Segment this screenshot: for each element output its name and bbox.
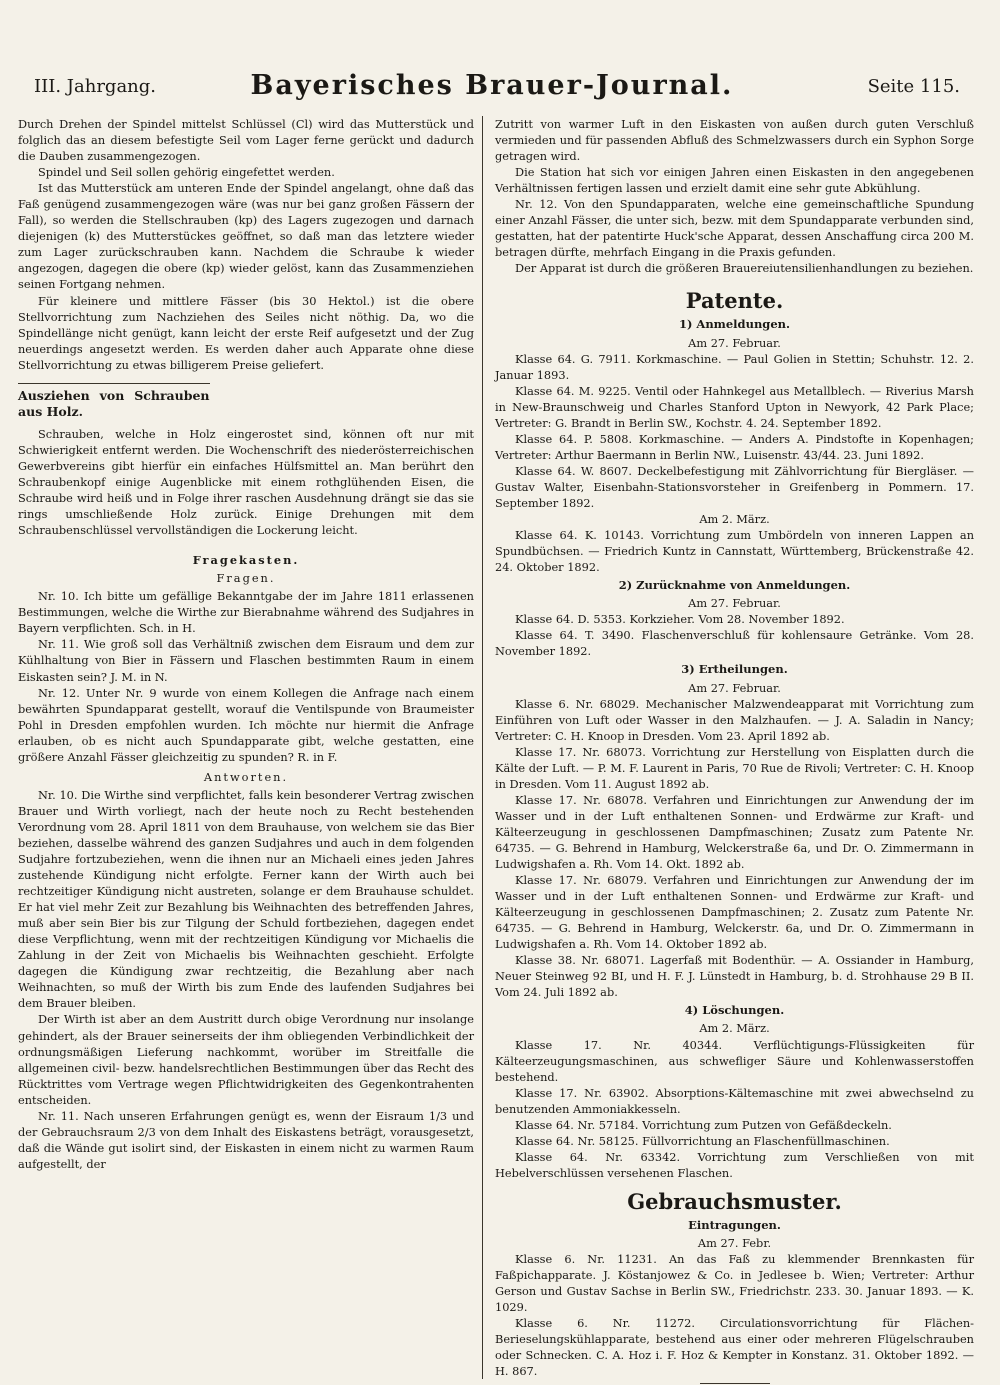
date-line: Am 27. Februar. [688, 335, 781, 350]
paragraph: Der Apparat ist durch die größeren Brauereiutensilienhandlungen zu beziehen. [515, 261, 974, 276]
answer-item: Der Wirth ist aber an dem Austritt durch obige Verordnung nur insolange gehindert, als der Brauer seinerseits der ihm obliegenden Verbindlichkeit der ordnungsmäßigen Lieferung nachkommt, worüber im Streitfalle die allgemeinen civil- bezw. handelsrechtlichen Bestimmungen über das Recht des Rücktrittes vom Vertrage wegen Pflichtwidrigkeiten des Gegenkontrahenten entscheiden. [18, 1012, 474, 1107]
section-heading: Gebrauchsmuster. [627, 1188, 842, 1214]
text-columns [18, 116, 974, 1379]
subheading: 3) Ertheilungen. [681, 662, 788, 677]
patent-entry: Klasse 64. P. 5808. Korkmaschine. — Anders A. Pindstofte in Kopenhagen; Vertreter: Arthur Baermann in Berlin NW., Luisenstr. 43/44. 23. Juni 1892. [495, 431, 974, 462]
paragraph: Nr. 12. Von den Spundapparaten, welche eine gemeinschaftliche Spundung einer Anzahl Fässer, die unter sich, bezw. mit dem Spundapparate verbunden sind, gestatten, hat der patentirte Huck'sche Apparat, dessen Anschaffung circa 200 M. betragen dürfte, mehrfach Eingang in die Praxis gefunden. [495, 197, 974, 260]
paragraph: Zutritt von warmer Luft in den Eiskasten von außen durch guten Verschluß vermieden und für passenden Abfluß des Schmelzwassers durch ein Syphon Sorge getragen wird. [495, 117, 974, 164]
page-number: Seite 115. [867, 76, 960, 97]
patent-entry: Klasse 17. Nr. 63902. Absorptions-Kältemaschine mit zwei abwechselnd zu benutzenden Ammoniakkesseln. [495, 1085, 974, 1116]
patent-entry: Klasse 64. M. 9225. Ventil oder Hahnkegel aus Metallblech. — Riverius Marsh in New-Braunschweig und Charles Stanford Upton in Newyork, 42 Park Place; Vertreter: G. Brandt in Berlin SW., Kochstr. 4. 24. September 1892. [495, 383, 974, 430]
left-column [18, 116, 482, 1379]
paragraph: Die Station hat sich vor einigen Jahren einen Eiskasten in den angegebenen Verhältnissen fertigen lassen und erzielt damit eine sehr gute Abkühlung. [495, 165, 974, 196]
patent-entry: Klasse 17. Nr. 68073. Vorrichtung zur Herstellung von Eisplatten durch die Kälte der Luft. — P. M. F. Laurent in Paris, 70 Rue de Rivoli; Vertreter: C. H. Knoop in Dresden. Vom 11. August 1892 ab. [495, 744, 974, 791]
section-heading: Patente. [685, 288, 784, 314]
volume-label: III. Jahrgang. [34, 76, 157, 97]
paragraph: Spindel und Seil sollen gehörig eingefettet werden. [38, 165, 335, 180]
patent-entry: Klasse 17. Nr. 68079. Verfahren und Einrichtungen zur Anwendung der im Wasser und in der Luft enthaltenen Sonnen- und Erdwärme zur Kraft- und Kälteerzeugung in geschlossenen Dampfmaschinen; 2. Zusatz zum Patente Nr. 64735. — G. Behrend in Hamburg, Welckerstr. 6a, und Dr. O. Zimmermann in Ludwigshafen a. Rh. Vom 14. Oktober 1892 ab. [495, 873, 974, 952]
journal-title: Bayerisches Brauer-Journal. [250, 70, 734, 101]
date-line: Am 2. März. [699, 512, 770, 527]
question-item: Nr. 12. Unter Nr. 9 wurde von einem Kollegen die Anfrage nach einem bewährten Spundapparat gestellt, worauf die Ventilspunde von Braumeister Pohl in Dresden empfohlen wurden. Ich möchte nur hiermit die Anfrage erlauben, ob es nicht auch Spundapparate gibt, welche gestatten, eine größere Anzahl Fässer gleichzeitig zu spunden? R. in F. [18, 685, 474, 764]
subheading: 1) Anmeldungen. [678, 317, 791, 332]
section-heading: Ausziehen von Schrauben aus Holz. [18, 383, 210, 420]
date-line: Am 27. Febr. [697, 1236, 772, 1250]
patent-entry: Klasse 64. D. 5353. Korkzieher. Vom 28. November 1892. [515, 612, 845, 627]
answer-item: Nr. 10. Die Wirthe sind verpflichtet, falls kein besonderer Vertrag zwischen Brauer und Wirth vorliegt, nach der heute noch zu Recht bestehenden Verordnung vom 28. April 1811 von dem Brauhause, von welchem sie das Bier beziehen, dasselbe während des ganzen Sudjahres und auch in dem folgenden Sudjahre fortzubeziehen, wenn die ihnen nur an Michaeli eines jeden Jahres zustehende Kündigung nicht erfolgte. Ferner kann der Wirth auch bei rechtzeitiger Kündigung nicht austreten, solange er dem Brauhause schuldet. Er hat viel mehr Zeit zur Bezahlung bis Weihnachten des betreffenden Jahres, muß aber sein Bier bis zur Tilgung der Schuld fortbeziehen, dagegen endet diese Verpflichtung, wenn mit der rechtzeitigen Kündigung vor Michaelis die Zahlung in der Zeit von Michaelis bis Weihnachten geschieht. Erfolgte dagegen die Kündigung zwar rechtzeitig, die Bezahlung aber nach Weihnachten, so muß der Wirth bis zum Ende des laufenden Sudjahres bei dem Brauer bleiben. [18, 787, 474, 1011]
question-item: Nr. 10. Ich bitte um gefällige Bekanntgabe der im Jahre 1811 erlassenen Bestimmungen, welche die Wirthe zur Bierabnahme während des Sudjahres in Bayern verpflichten. Sch. in H. [18, 589, 474, 636]
page-header [24, 66, 960, 106]
paragraph: Ist das Mutterstück am unteren Ende der Spindel angelangt, ohne daß das Faß genügend zusammengezogen wäre (was nur bei ganz großen Fässern der Fall), so werden die Stellschrauben (kp) des Lagers zugezogen und darnach diejenigen (k) des Mutterstückes geöffnet, so daß man das letztere wieder zum Lager zurückschrauben kann. Nachdem die Schraube k wieder angezogen, dagegen die obere (kp) wieder gelöst, kann das Zusammenziehen seinen Fortgang nehmen. [18, 181, 474, 292]
subheading: Eintragungen. [688, 1217, 781, 1232]
paragraph: Für kleinere und mittlere Fässer (bis 30 Hektol.) ist die obere Stellvorrichtung zum Nachziehen des Seiles nicht nöthig. Da, wo die Spindellänge nicht genügt, kann leicht der erste Reif aufgesetzt und der Zug neuerdings angesetzt werden. Es werden daher auch Apparate ohne diese Stellvorrichtung zu etwas billigerem Preise geliefert. [18, 293, 474, 372]
patent-entry: Klasse 64. W. 8607. Deckelbefestigung mit Zählvorrichtung für Biergläser. — Gustav Walter, Eisenbahn-Stationsvorsteher in Greifenberg in Pommern. 17. September 1892. [495, 463, 974, 510]
right-column [482, 116, 974, 1379]
subheading: Antworten. [203, 769, 289, 784]
paragraph: Schrauben, welche in Holz eingerostet sind, können oft nur mit Schwierigkeit entfernt werden. Die Wochenschrift des niederösterreichischen Gewerbvereins gibt hierfür ein einfaches Hülfsmittel an. Man berührt den Schraubenkopf einige Augenblicke mit einem rothglühenden Eisen, die Schraube wird heiß und in Folge ihrer raschen Ausdehnung drängt sie das sie rings umschließende Holz zurück. Einige Drehungen mit dem Schraubenschlüssel vervollständigen die Lockerung leicht. [18, 426, 474, 538]
date-line: Am 27. Februar. [688, 680, 781, 695]
subheading: 4) Löschungen. [684, 1003, 785, 1018]
question-item: Nr. 11. Wie groß soll das Verhältniß zwischen dem Eisraum und dem zur Kühlhaltung von Bier in Fässern und Flaschen bestimmten Raum in einem Eiskasten sein? J. M. in N. [18, 637, 474, 684]
subheading: 2) Zurücknahme von Anmeldungen. [618, 578, 851, 593]
patent-entry: Klasse 6. Nr. 11231. An das Faß zu klemmender Brennkasten für Faßpichapparate. J. Köstanjowez & Co. in Jedlesee b. Wien; Vertreter: Arthur Gerson und Gustav Sachse in Berlin SW., Friedrichstr. 233. 30. Januar 1893. — K. 1029. [495, 1252, 974, 1315]
patent-entry: Klasse 17. Nr. 68078. Verfahren und Einrichtungen zur Anwendung der im Wasser und in der Luft enthaltenen Sonnen- und Erdwärme zur Kraft- und Kälteerzeugung in geschlossenen Dampfmaschinen; Zusatz zum Patente Nr. 64735. — G. Behrend in Hamburg, Welckerstraße 6a, und Dr. O. Zimmermann in Ludwigshafen a. Rh. Vom 14. Okt. 1892 ab. [495, 792, 974, 872]
patent-entry: Klasse 64. K. 10143. Vorrichtung zum Umbördeln von inneren Lappen an Spundbüchsen. — Friedrich Kuntz in Cannstatt, Württemberg, Brückenstraße 42. 24. Oktober 1892. [495, 528, 974, 575]
patent-entry: Klasse 38. Nr. 68071. Lagerfaß mit Bodenthür. — A. Ossiander in Hamburg, Neuer Steinweg 92 BI, und H. F. J. Lünstedt in Hamburg, b. d. Strohhause 29 B II. Vom 24. Juli 1892 ab. [495, 953, 974, 1000]
subheading: Fragen. [216, 571, 276, 586]
end-rule [700, 1383, 770, 1384]
patent-entry: Klasse 64. Nr. 63342. Vorrichtung zum Verschließen von mit Hebelverschlüssen versehenen Flaschen. [495, 1149, 974, 1180]
patent-entry: Klasse 64. Nr. 57184. Vorrichtung zum Putzen von Gefäßdeckeln. [515, 1117, 892, 1132]
section-heading: Fragekasten. [192, 553, 300, 568]
patent-entry: Klasse 6. Nr. 11272. Circulationsvorrichtung für Flächen-Berieselungskühlapparate, bestehend aus einer oder mehreren Flügelschrauben oder Schnecken. C. A. Hoz i. F. Hoz & Kempter in Konstanz. 31. Oktober 1892. — H. 867. [495, 1316, 974, 1379]
patent-entry: Klasse 6. Nr. 68029. Mechanischer Malzwendeapparat mit Vorrichtung zum Einführen von Luft oder Wasser in den Malzhaufen. — J. A. Saladin in Nancy; Vertreter: C. H. Knoop in Dresden. Vom 23. April 1892 ab. [495, 696, 974, 743]
date-line: Am 2. März. [699, 1021, 770, 1036]
paragraph: Durch Drehen der Spindel mittelst Schlüssel (Cl) wird das Mutterstück und folglich das an diesem befestigte Seil vom Lager ferne gerückt und dadurch die Dauben zusammengezogen. [18, 117, 474, 164]
patent-entry: Klasse 64. Nr. 58125. Füllvorrichtung an Flaschenfüllmaschinen. [515, 1133, 890, 1148]
answer-item: Nr. 11. Nach unseren Erfahrungen genügt es, wenn der Eisraum 1/3 und der Gebrauchsraum 2/3 von dem Inhalt des Eiskastens beträgt, vorausgesetzt, daß die Wände gut isolirt sind, der Eiskasten in einem nicht zu warmen Raum aufgestellt, der [18, 1108, 474, 1171]
patent-entry: Klasse 64. T. 3490. Flaschenverschluß für kohlensaure Getränke. Vom 28. November 1892. [495, 628, 974, 659]
patent-entry: Klasse 17. Nr. 40344. Verflüchtigungs-Flüssigkeiten für Kälteerzeugungsmaschinen, aus schwefliger Säure und Kohlenwasserstoffen bestehend. [495, 1037, 974, 1084]
patent-entry: Klasse 64. G. 7911. Korkmaschine. — Paul Golien in Stettin; Schuhstr. 12. 2. Januar 1893. [495, 351, 974, 382]
date-line: Am 27. Februar. [688, 596, 781, 611]
